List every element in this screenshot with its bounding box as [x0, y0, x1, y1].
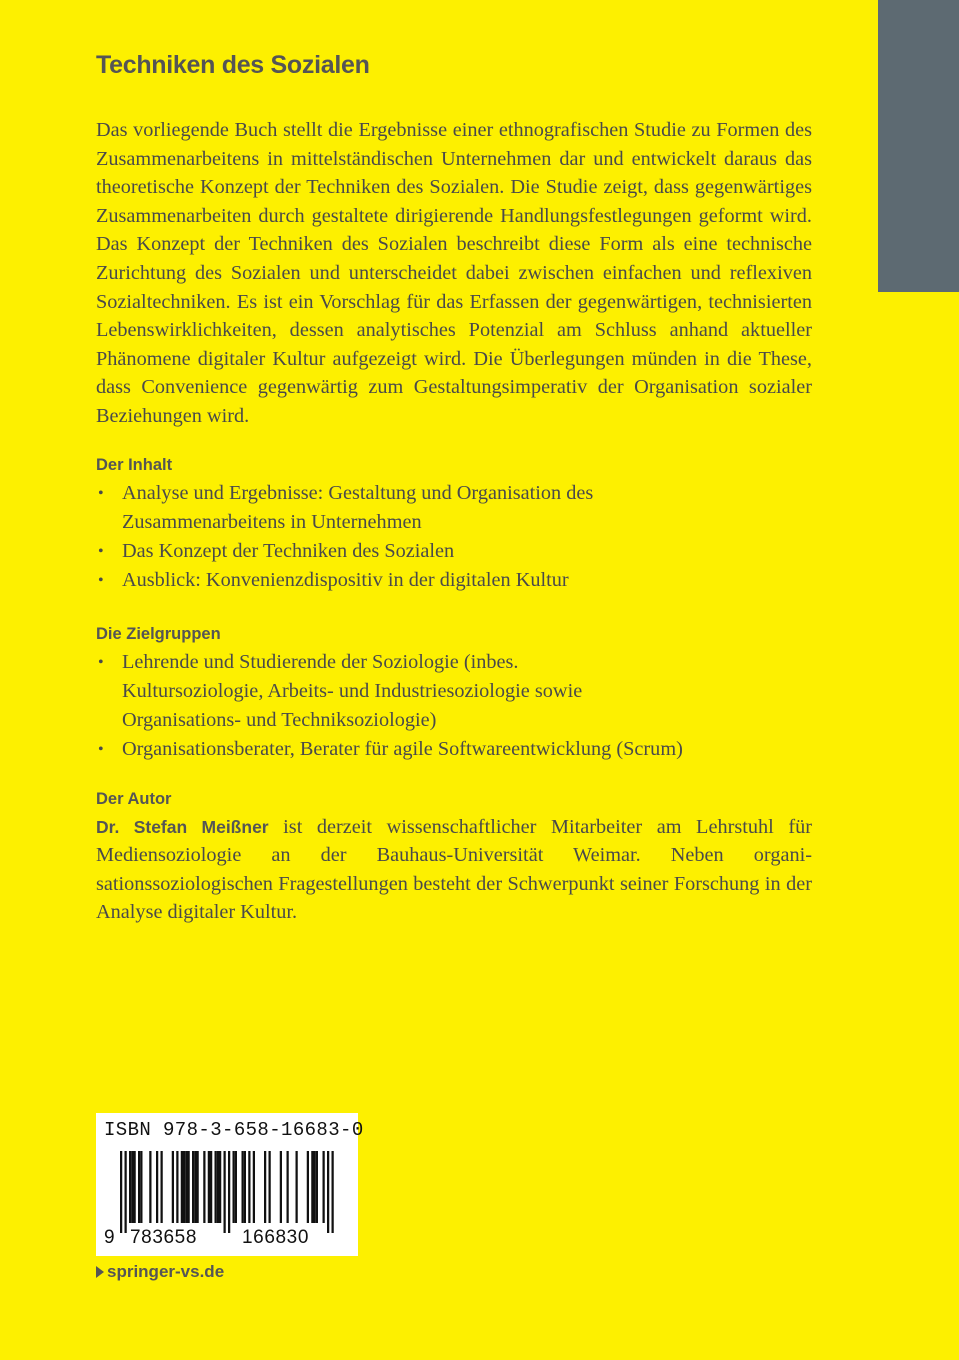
book-title: Techniken des Sozialen: [96, 51, 370, 79]
barcode-bar: [217, 1151, 219, 1223]
publisher-link[interactable]: [96, 1262, 224, 1282]
barcode-bar: [219, 1151, 221, 1223]
cover-side-band: [878, 0, 959, 292]
barcode-bar: [131, 1151, 133, 1223]
isbn-barcode: [96, 1113, 364, 1256]
barcode-bar: [210, 1151, 212, 1223]
barcode-bar: [183, 1151, 185, 1223]
barcode-bar: [314, 1151, 316, 1223]
back-cover-content: [96, 48, 812, 927]
barcode-bar: [161, 1151, 163, 1223]
barcode-bar: [253, 1151, 255, 1223]
barcode-bar: [188, 1151, 190, 1223]
barcode-bar: [149, 1151, 151, 1223]
publisher-url: springer-vs.de: [107, 1262, 225, 1281]
barcode-bar: [197, 1151, 199, 1223]
barcode-bar: [192, 1151, 194, 1223]
barcode-bar: [185, 1151, 187, 1223]
barcode-bars: [96, 1149, 358, 1233]
list-item: • Organisationsberater, Berater für agile Softwareentwicklung (Scrum): [96, 735, 812, 764]
barcode-bar: [194, 1151, 196, 1223]
section-heading-zielgruppen: Die Zielgruppen: [96, 624, 221, 643]
barcode-bar: [120, 1151, 122, 1233]
barcode-bar: [280, 1151, 282, 1223]
barcode-bar: [323, 1151, 325, 1223]
barcode-bar: [235, 1151, 237, 1223]
barcode-bar: [242, 1151, 244, 1223]
author-bio: [96, 813, 812, 927]
barcode-bar: [181, 1151, 183, 1223]
barcode-bar: [176, 1151, 178, 1223]
barcode-bar: [233, 1151, 235, 1223]
arrow-right-icon: [96, 1266, 104, 1278]
section-heading-autor: Der Autor: [96, 789, 172, 808]
barcode-bar: [264, 1151, 266, 1223]
book-abstract: Das vorliegende Buch stellt die Ergebnisse einer ethnografischen Studie zu Formen des Zusammenarbeitens in mittelständischen Unternehmen dar und entwickelt daraus das theoretische Konzept der Techniken des Sozialen. Die Studie zeigt, dass gegenwärtiges Zusammenarbeiten durch gestaltete dirigierende Handlungsfestlegungen geformt wird. Das Konzept der Techniken des Sozialen beschreibt diese Form als eine technische Zurichtung des Sozialen und unterscheidet dabei zwischen einfachen und reflexiven Sozialtechniken. Es ist ein Vorschlag für das Erfassen der gegenwärtigen, technisierten Lebenswirklichkeiten, dessen analytisches Potenzial am Schluss anhand aktueller Phänomene digitaler Kultur aufgezeigt wird. Die Überlegungen münden in die These, dass Convenience gegenwärtig zum Gestaltungsimperativ der Organisation sozialer Beziehungen wird.: [96, 119, 812, 427]
list-item: • Das Konzept der Techniken des Sozialen: [96, 537, 812, 566]
list-item: • Ausblick: Konvenienzdispositiv in der digitalen Kultur: [96, 566, 812, 595]
barcode-bar: [287, 1151, 289, 1223]
author-name: Dr. Stefan Meißner: [96, 816, 269, 837]
barcode-bar: [332, 1151, 334, 1233]
author-bio-text: ist derzeit wissenschaftlicher Mitarbeiter am Lehrstuhl für Mediensoziologie an der Bauhaus-Universität Weimar. Neben organisationssoziologischen Fragestellungen besteht der Schwerpunkt seiner Forschung in der Analyse digitaler Kultur.: [96, 815, 812, 924]
barcode-bar: [156, 1151, 158, 1223]
barcode-bar: [129, 1151, 131, 1223]
barcode-digits-left: 783658: [130, 1227, 198, 1248]
barcode-bar: [224, 1151, 226, 1233]
section-heading-inhalt: Der Inhalt: [96, 455, 173, 474]
barcode-bar: [140, 1151, 142, 1223]
barcode-bar: [215, 1151, 217, 1223]
barcode-bar: [311, 1151, 313, 1223]
barcode-bar: [248, 1151, 250, 1223]
barcode-bar: [307, 1151, 309, 1223]
barcode-bar: [269, 1151, 271, 1223]
barcode-bar: [172, 1151, 174, 1223]
barcode-bar: [125, 1151, 127, 1233]
barcode-bar: [316, 1151, 318, 1223]
barcode-bar: [228, 1151, 230, 1233]
inhalt-list: [96, 479, 812, 595]
barcode-bar: [138, 1151, 140, 1223]
barcode-bar: [208, 1151, 210, 1223]
barcode-bar: [327, 1151, 329, 1233]
barcode-bar: [244, 1151, 246, 1223]
barcode-bar: [134, 1151, 136, 1223]
zielgruppen-list: [96, 648, 812, 764]
barcode-bar: [203, 1151, 205, 1223]
barcode-bar: [296, 1151, 298, 1223]
barcode-digits-right: 166830: [242, 1227, 310, 1248]
list-item: • Lehrende und Studierende der Soziologie (inbes. Kultursoziologie, Arbeits- und Industriesoziologie sowie Organisations- und Techniksoziologie): [96, 648, 602, 735]
list-item: • Analyse und Ergebnisse: Gestaltung und Organisation des Zusammenarbeitens in Unternehmen: [96, 479, 662, 537]
barcode-digit-first: 9: [104, 1227, 116, 1248]
isbn-number: ISBN 978-3-658-16683-0: [104, 1119, 364, 1141]
